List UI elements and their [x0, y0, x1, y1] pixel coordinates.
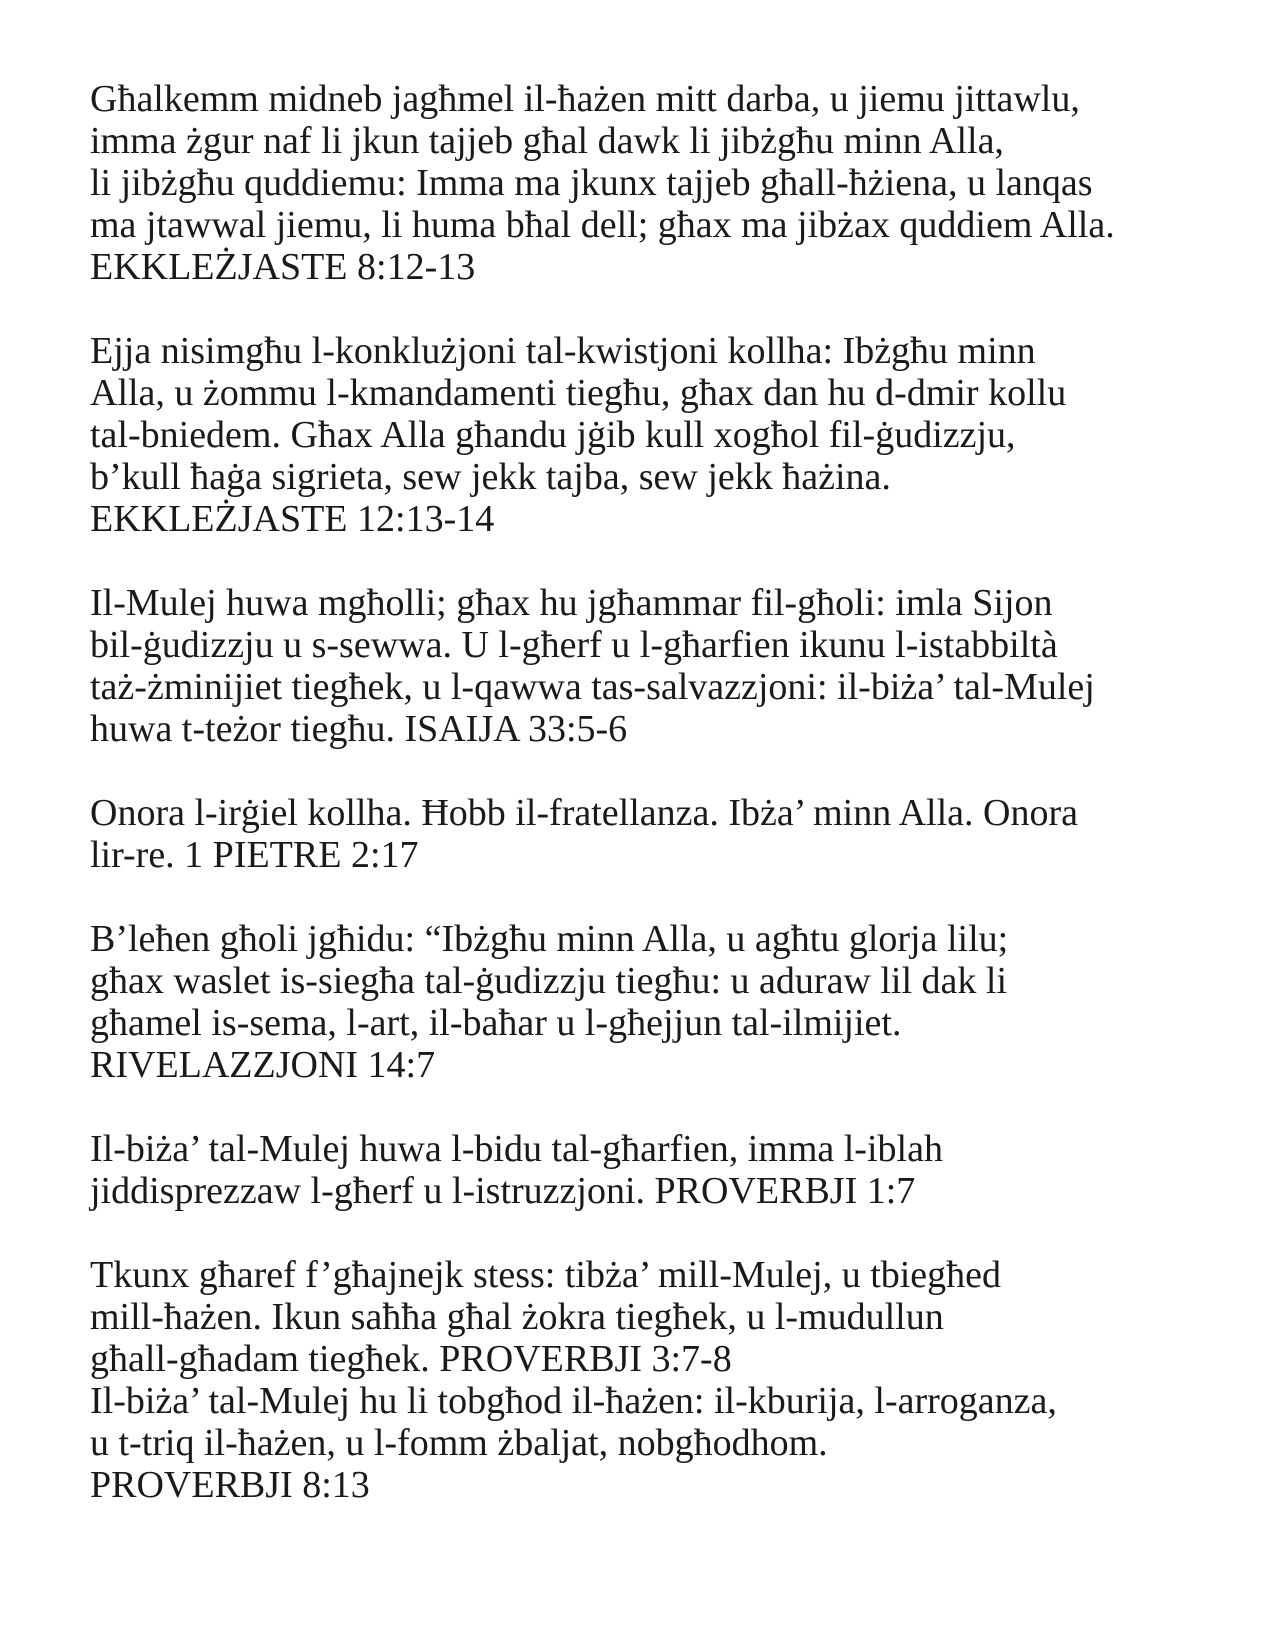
passage-proverbs-1: [90, 1128, 1210, 1212]
passage-line: għall-għadam tiegħek. PROVERBJI 3:7-8: [90, 1338, 732, 1380]
passage-line: Il-Mulej huwa mgħolli; għax hu jgħammar fil-għoli: imla Sijon: [90, 582, 1053, 624]
passage-line: bil-ġudizzju u s-sewwa. U l-għerf u l-għarfien ikunu l-istabbiltà: [90, 624, 1058, 666]
passage-line: lir-re. 1 PIETRE 2:17: [90, 834, 419, 876]
passage-line: huwa t-teżor tiegħu. ISAIJA 33:5-6: [90, 708, 628, 750]
passage-ecclesiastes-8: [90, 78, 1210, 288]
passage-line: b’kull ħaġa sigrieta, sew jekk tajba, sew jekk ħażina.: [90, 456, 891, 498]
passage-reference: RIVELAZZJONI 14:7: [90, 1044, 436, 1086]
passage-line: imma żgur naf li jkun tajjeb għal dawk li jibżgħu minn Alla,: [90, 120, 1004, 162]
passage-line: taż-żminijiet tiegħek, u l-qawwa tas-salvazzjoni: il-biża’ tal-Mulej: [90, 666, 1095, 708]
passage-line: Il-biża’ tal-Mulej hu li tobgħod il-ħażen: il-kburija, l-arroganza,: [90, 1380, 1057, 1422]
passage-proverbs-3: [90, 1254, 1210, 1380]
passage-line: Tkunx għaref f’għajnejk stess: tibża’ mill-Mulej, u tbiegħed: [90, 1254, 1002, 1296]
passage-line: li jibżgħu quddiemu: Imma ma jkunx tajjeb għall-ħżiena, u lanqas: [90, 162, 1093, 204]
passage-line: għamel is-sema, l-art, il-baħar u l-għejjun tal-ilmijiet.: [90, 1002, 902, 1044]
passage-line: u t-triq il-ħażen, u l-fomm żbaljat, nobgħodhom.: [90, 1422, 828, 1464]
passage-line: Il-biża’ tal-Mulej huwa l-bidu tal-għarfien, imma l-iblah: [90, 1128, 943, 1170]
passage-line: għax waslet is-siegħa tal-ġudizzju tiegħu: u aduraw lil dak li: [90, 960, 1008, 1002]
passage-1-peter-2: [90, 792, 1210, 876]
passage-line: Onora l-irġiel kollha. Ħobb il-fratellanza. Ibża’ minn Alla. Onora: [90, 792, 1078, 834]
passage-reference: EKKLEŻJASTE 8:12-13: [90, 246, 476, 288]
passage-line: tal-bniedem. Għax Alla għandu jġib kull xogħol fil-ġudizzju,: [90, 414, 1016, 456]
passage-line: B’leħen għoli jgħidu: “Ibżgħu minn Alla, u agħtu glorja lilu;: [90, 918, 1009, 960]
passage-line: Għalkemm midneb jagħmel il-ħażen mitt darba, u jiemu jittawlu,: [90, 78, 1080, 120]
passage-reference: EKKLEŻJASTE 12:13-14: [90, 498, 495, 540]
passage-revelation-14: [90, 918, 1210, 1086]
passage-line: jiddisprezzaw l-għerf u l-istruzzjoni. PROVERBJI 1:7: [90, 1170, 916, 1212]
passage-line: Ejja nisimgħu l-konklużjoni tal-kwistjoni kollha: Ibżgħu minn: [90, 330, 1036, 372]
passage-isaiah-33: [90, 582, 1210, 750]
passage-ecclesiastes-12: [90, 330, 1210, 540]
passage-line: mill-ħażen. Ikun saħħa għal żokra tiegħek, u l-mudullun: [90, 1296, 944, 1338]
passage-proverbs-8: [90, 1380, 1210, 1506]
passage-line: Alla, u żommu l-kmandamenti tiegħu, għax dan hu d-dmir kollu: [90, 372, 1067, 414]
passage-line: ma jtawwal jiemu, li huma bħal dell; għax ma jibżax quddiem Alla.: [90, 204, 1115, 246]
passage-reference: PROVERBJI 8:13: [90, 1464, 370, 1506]
document-page: [90, 78, 1210, 1548]
